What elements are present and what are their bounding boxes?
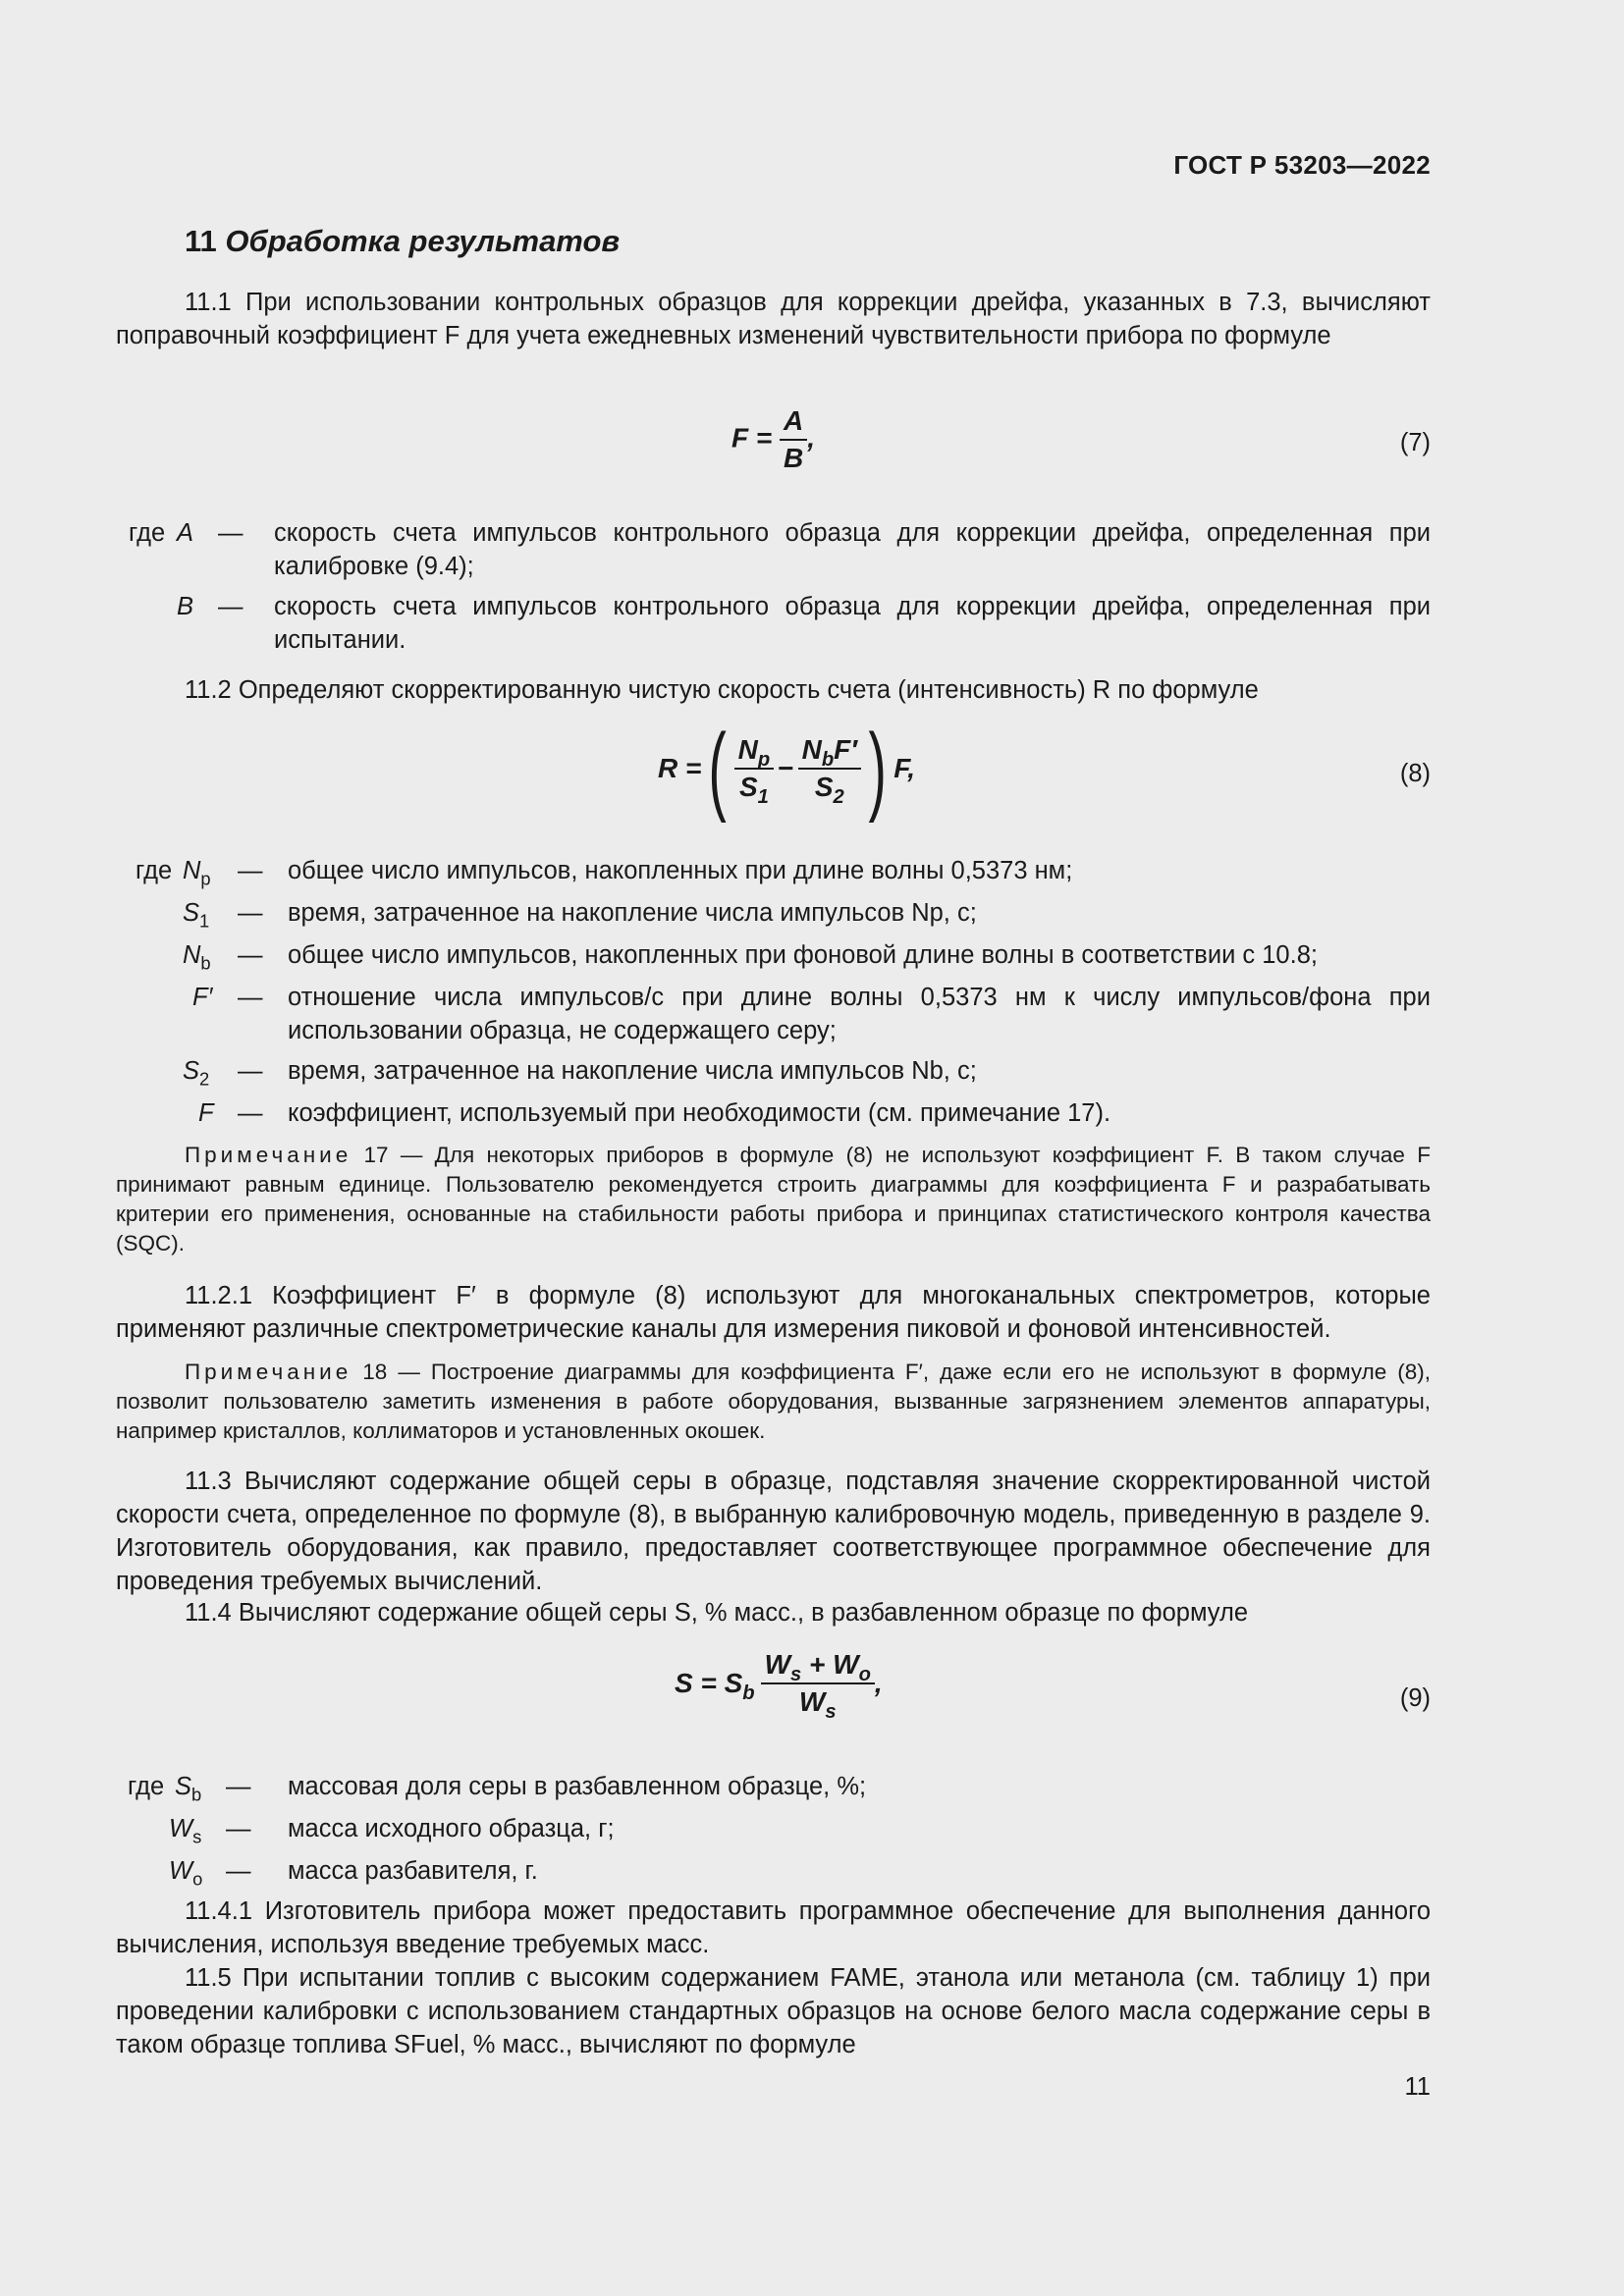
where-symbol: F — [198, 1099, 214, 1127]
formula-9-lhs: $S = S_b$ — [675, 1668, 755, 1705]
where-dash: — — [238, 1099, 263, 1127]
formula-7-tail: , — [807, 422, 816, 454]
equation-number-8: (8) — [1399, 760, 1431, 787]
where-prefix: где — [135, 857, 173, 884]
where-description: коэффициент, используемый при необходимости (см. примечание 17). — [288, 1099, 1111, 1127]
where-symbol: $N_p$ — [183, 857, 211, 889]
formula-8-denominator-2: $S_2$ — [814, 771, 844, 808]
where-symbol: $S_2$ — [183, 1057, 210, 1090]
paragraph-11-4-text: 11.4 Вычисляют содержание общей серы S, % масс., в разбавленном образце по формуле — [185, 1599, 1249, 1627]
where-symbol: $S_1$ — [183, 899, 210, 932]
where-item — [116, 896, 1431, 930]
where-item — [116, 516, 1431, 583]
equation-number-7: (7) — [1399, 429, 1431, 456]
note-label: Примечание — [185, 1143, 352, 1167]
page-number: 11 — [1404, 2073, 1431, 2101]
where-symbol: $S_b$ — [175, 1773, 202, 1805]
paragraph-11-5-text: 11.5 При испытании топлив с высоким содержанием FAME, этанола или метанола (см. таблицу 1) при проведении калибровки с использованием стандартных образцов на основе белого масла содержание серы в таком образце топлива SFuel, % масс., вычисляют по формуле — [116, 1964, 1431, 2058]
where-description: время, затраченное на накопление числа импульсов Nb, с; — [288, 1057, 977, 1085]
where-dash: — — [238, 1057, 263, 1085]
where-dash: — — [226, 1857, 251, 1885]
formula-8 — [658, 713, 916, 824]
where-item — [116, 1770, 1431, 1803]
where-description: общее число импульсов, накопленных при длине волны 0,5373 нм; — [288, 857, 1073, 884]
where-item — [116, 938, 1431, 972]
formula-8-close-paren: ) — [868, 713, 887, 824]
formula-7-denominator: B — [784, 443, 804, 473]
where-dash: — — [238, 899, 263, 927]
paragraph-11-2-text: 11.2 Определяют скорректированную чистую скорость счета (интенсивность) R по формуле — [185, 676, 1259, 704]
note-17 — [116, 1141, 1431, 1258]
where-prefix: где — [129, 519, 166, 547]
where-item — [116, 981, 1431, 1047]
formula-8-lhs: R = — [658, 752, 702, 783]
where-dash: — — [238, 941, 263, 969]
where-symbol: A — [177, 519, 194, 547]
where-item — [116, 854, 1431, 887]
paragraph-11-4-1 — [116, 1895, 1431, 1961]
where-description: общее число импульсов, накопленных при фоновой длине волны в соответствии с 10.8; — [288, 941, 1318, 969]
where-item — [116, 1854, 1431, 1888]
where-item — [116, 1054, 1431, 1088]
where-description: скорость счета импульсов контрольного образца для коррекции дрейфа, определенная при испытании. — [274, 593, 1431, 654]
where-dash: — — [238, 984, 263, 1011]
paragraph-11-2-1 — [116, 1279, 1431, 1346]
note-text: 17 — Для некоторых приборов в формуле (8) не используют коэффициент F. В таком случае F принимают равным единице. Пользователю рекомендуется строить диаграммы для коэффициента F и разрабатывать критерии его применения, основанные на стабильности работы прибора и принципах статистического контроля качества (SQC). — [116, 1143, 1431, 1255]
where-dash: — — [238, 857, 263, 884]
note-label: Примечание — [185, 1360, 352, 1384]
where-symbol: F′ — [192, 984, 213, 1011]
formula-8-tail: F, — [893, 752, 916, 783]
formula-9-numerator: $W_s + W_o$ — [761, 1649, 875, 1684]
section-title-text: Обработка результатов — [225, 224, 621, 258]
formula-7-fraction — [780, 405, 807, 474]
where-dash: — — [226, 1815, 251, 1842]
paragraph-11-4-1-text: 11.4.1 Изготовитель прибора может предоставить программное обеспечение для выполнения данного вычисления, используя введение требуемых масс. — [116, 1897, 1431, 1958]
where-description: время, затраченное на накопление числа импульсов Np, с; — [288, 899, 977, 927]
formula-8-open-paren: ( — [708, 713, 728, 824]
where-dash: — — [218, 519, 244, 547]
formula-8-minus: − — [778, 752, 794, 783]
paragraph-11-4 — [116, 1596, 1431, 1629]
where-prefix: где — [128, 1773, 165, 1800]
formula-8-numerator-1: $N_p$ — [734, 734, 775, 770]
formula-8-denominator-1: $S_1$ — [738, 771, 769, 808]
paragraph-11-2-1-text: 11.2.1 Коэффициент F′ в формуле (8) используют для многоканальных спектрометров, которые применяют различные спектрометрические каналы для измерения пиковой и фоновой интенсивностей. — [116, 1282, 1431, 1343]
formula-7-numerator: A — [780, 405, 807, 441]
formula-9 — [675, 1649, 883, 1724]
where-description: масса исходного образца, г; — [288, 1815, 615, 1842]
where-description: масса разбавителя, г. — [288, 1857, 538, 1885]
section-number: 11 — [185, 224, 217, 258]
where-item — [116, 1812, 1431, 1845]
formula-8-fraction-1 — [734, 733, 775, 808]
formula-9-fraction — [761, 1649, 875, 1724]
note-18 — [116, 1358, 1431, 1446]
formula-8-fraction-2 — [798, 733, 861, 808]
where-dash: — — [218, 593, 244, 620]
paragraph-11-1 — [116, 286, 1431, 352]
note-text: 18 — Построение диаграммы для коэффициента F′, даже если его не используют в формуле (8), позволит пользователю заметить изменения в работе оборудования, вызванные загрязнением элементов аппаратуры, например кристаллов, коллиматоров и установленных окошек. — [116, 1360, 1431, 1443]
section-title — [185, 224, 620, 259]
equation-number-9: (9) — [1399, 1684, 1431, 1712]
document-id: ГОСТ Р 53203—2022 — [1173, 150, 1431, 180]
formula-7 — [731, 405, 815, 474]
paragraph-11-3-text: 11.3 Вычисляют содержание общей серы в образце, подставляя значение скорректированной чистой скорости счета, определенное по формуле (8), в выбранную калибровочную модель, приведенную в разделе 9. Изготовитель оборудования, как правило, предоставляет соответствующее программное обеспечение для проведения требуемых вычислений. — [116, 1468, 1431, 1595]
paragraph-11-1-text: 11.1 При использовании контрольных образцов для коррекции дрейфа, указанных в 7.3, вычисляют поправочный коэффициент F для учета ежедневных изменений чувствительности прибора по формуле — [116, 289, 1431, 349]
where-description: массовая доля серы в разбавленном образце, %; — [288, 1773, 867, 1800]
paragraph-11-2 — [116, 673, 1431, 707]
formula-9-tail: , — [874, 1668, 883, 1698]
where-dash: — — [226, 1773, 251, 1800]
where-symbol: $W_o$ — [169, 1857, 203, 1890]
where-item — [116, 1096, 1431, 1130]
where-description: отношение числа импульсов/с при длине волны 0,5373 нм к числу импульсов/фона при использовании образца, не содержащего серу; — [288, 984, 1431, 1044]
formula-7-lhs: F = — [731, 422, 773, 454]
where-symbol: $N_b$ — [183, 941, 211, 974]
paragraph-11-3 — [116, 1465, 1431, 1598]
where-symbol: B — [177, 593, 194, 620]
formula-8-numerator-2: $N_bF'$ — [798, 734, 861, 770]
where-item — [116, 590, 1431, 657]
paragraph-11-5 — [116, 1961, 1431, 2061]
formula-9-denominator: $W_s$ — [798, 1686, 837, 1724]
where-description: скорость счета импульсов контрольного образца для коррекции дрейфа, определенная при калибровке (9.4); — [274, 519, 1431, 580]
where-symbol: $W_s$ — [169, 1815, 202, 1847]
